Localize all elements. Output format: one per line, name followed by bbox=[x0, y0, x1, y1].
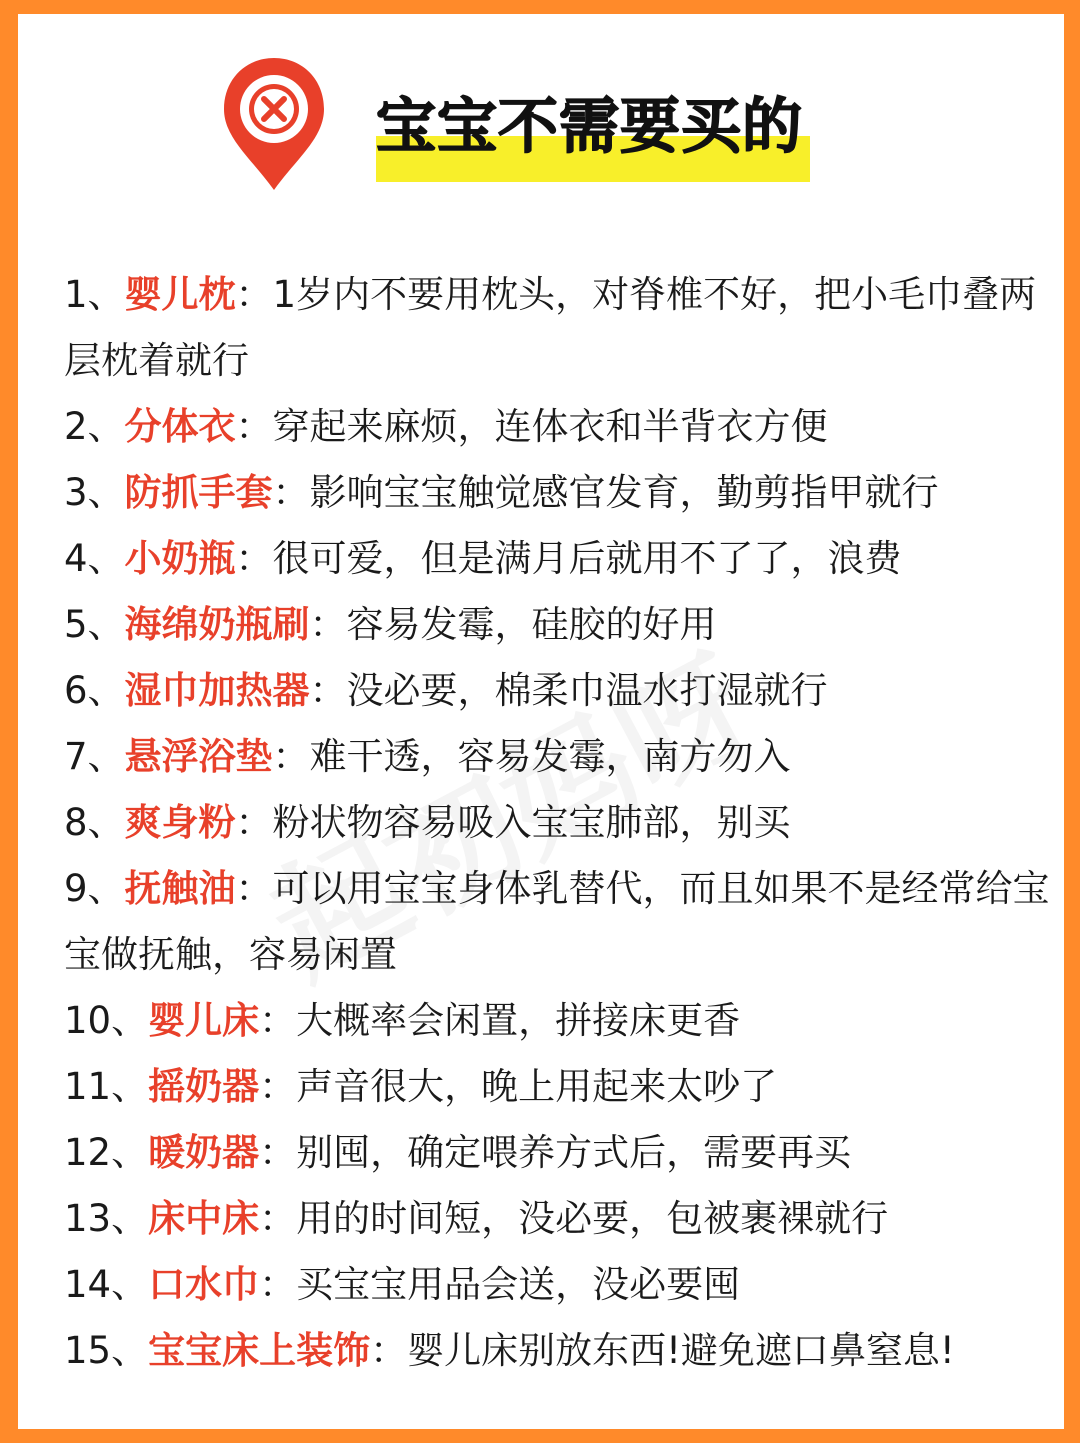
content-card bbox=[18, 14, 1064, 1429]
item-number: 6、 bbox=[64, 669, 125, 712]
item-number: 7、 bbox=[64, 735, 125, 778]
list-item bbox=[64, 658, 1054, 724]
item-description: 买宝宝用品会送，没必要囤 bbox=[296, 1263, 741, 1306]
item-separator: ： bbox=[309, 603, 347, 646]
item-separator: ： bbox=[272, 735, 310, 778]
item-name: 婴儿床 bbox=[148, 999, 260, 1042]
item-separator: ： bbox=[235, 537, 273, 580]
item-description: 1岁内不要用枕头，对脊椎不好，把小毛巾叠两层枕着就行 bbox=[64, 273, 1037, 382]
item-name: 湿巾加热器 bbox=[124, 669, 310, 712]
item-separator: ： bbox=[235, 867, 273, 910]
item-name: 床中床 bbox=[148, 1197, 260, 1240]
item-name: 悬浮浴垫 bbox=[124, 735, 273, 778]
item-description: 用的时间短，没必要，包被裹裸就行 bbox=[296, 1197, 889, 1240]
item-description: 声音很大，晚上用起来太吵了 bbox=[296, 1065, 778, 1108]
item-name: 暖奶器 bbox=[148, 1131, 260, 1174]
list-item bbox=[64, 1186, 1054, 1252]
item-number: 12、 bbox=[64, 1131, 149, 1174]
item-number: 15、 bbox=[64, 1329, 149, 1372]
item-separator: ： bbox=[259, 1197, 297, 1240]
item-name: 爽身粉 bbox=[124, 801, 236, 844]
list-item bbox=[64, 1054, 1054, 1120]
item-number: 8、 bbox=[64, 801, 125, 844]
item-number: 1、 bbox=[64, 273, 125, 316]
list-item bbox=[64, 262, 1054, 394]
item-separator: ： bbox=[235, 405, 273, 448]
item-separator: ： bbox=[235, 273, 273, 316]
item-separator: ： bbox=[235, 801, 273, 844]
list-item bbox=[64, 1252, 1054, 1318]
item-separator: ： bbox=[259, 1131, 297, 1174]
item-number: 9、 bbox=[64, 867, 125, 910]
item-description: 影响宝宝触觉感官发育，勤剪指甲就行 bbox=[309, 471, 939, 514]
item-separator: ： bbox=[259, 1263, 297, 1306]
list-item bbox=[64, 1120, 1054, 1186]
list-item bbox=[64, 1318, 1054, 1384]
item-number: 4、 bbox=[64, 537, 125, 580]
item-separator: ： bbox=[370, 1329, 408, 1372]
item-number: 10、 bbox=[64, 999, 149, 1042]
item-name: 口水巾 bbox=[148, 1263, 260, 1306]
item-number: 13、 bbox=[64, 1197, 149, 1240]
item-description: 穿起来麻烦，连体衣和半背衣方便 bbox=[272, 405, 828, 448]
item-separator: ： bbox=[259, 999, 297, 1042]
item-separator: ： bbox=[272, 471, 310, 514]
list-item bbox=[64, 790, 1054, 856]
item-name: 海绵奶瓶刷 bbox=[124, 603, 310, 646]
item-description: 粉状物容易吸入宝宝肺部，别买 bbox=[272, 801, 791, 844]
list-item bbox=[64, 460, 1054, 526]
title-wrap bbox=[376, 92, 803, 172]
close-icon bbox=[218, 54, 330, 194]
item-name: 摇奶器 bbox=[148, 1065, 260, 1108]
item-list bbox=[64, 262, 1054, 1384]
list-item bbox=[64, 394, 1054, 460]
item-number: 11、 bbox=[64, 1065, 149, 1108]
item-description: 容易发霉，硅胶的好用 bbox=[346, 603, 717, 646]
item-name: 宝宝床上装饰 bbox=[148, 1329, 371, 1372]
item-number: 5、 bbox=[64, 603, 125, 646]
header bbox=[218, 54, 918, 194]
list-item bbox=[64, 526, 1054, 592]
list-item bbox=[64, 856, 1054, 988]
item-description: 别囤，确定喂养方式后，需要再买 bbox=[296, 1131, 852, 1174]
item-number: 2、 bbox=[64, 405, 125, 448]
item-number: 14、 bbox=[64, 1263, 149, 1306]
item-separator: ： bbox=[309, 669, 347, 712]
item-name: 婴儿枕 bbox=[124, 273, 236, 316]
item-description: 婴儿床别放东西!避免遮口鼻窒息! bbox=[407, 1329, 955, 1372]
item-name: 防抓手套 bbox=[124, 471, 273, 514]
list-item bbox=[64, 592, 1054, 658]
item-description: 难干透，容易发霉，南方勿入 bbox=[309, 735, 791, 778]
list-item bbox=[64, 724, 1054, 790]
item-description: 没必要，棉柔巾温水打湿就行 bbox=[346, 669, 828, 712]
list-item bbox=[64, 988, 1054, 1054]
item-name: 分体衣 bbox=[124, 405, 236, 448]
item-name: 抚触油 bbox=[124, 867, 236, 910]
item-separator: ： bbox=[259, 1065, 297, 1108]
item-description: 大概率会闲置，拼接床更香 bbox=[296, 999, 741, 1042]
item-number: 3、 bbox=[64, 471, 125, 514]
item-description: 很可爱，但是满月后就用不了了，浪费 bbox=[272, 537, 902, 580]
item-name: 小奶瓶 bbox=[124, 537, 236, 580]
item-description: 可以用宝宝身体乳替代，而且如果不是经常给宝宝做抚触，容易闲置 bbox=[64, 867, 1050, 976]
page-title: 宝宝不需要买的 bbox=[376, 92, 803, 162]
